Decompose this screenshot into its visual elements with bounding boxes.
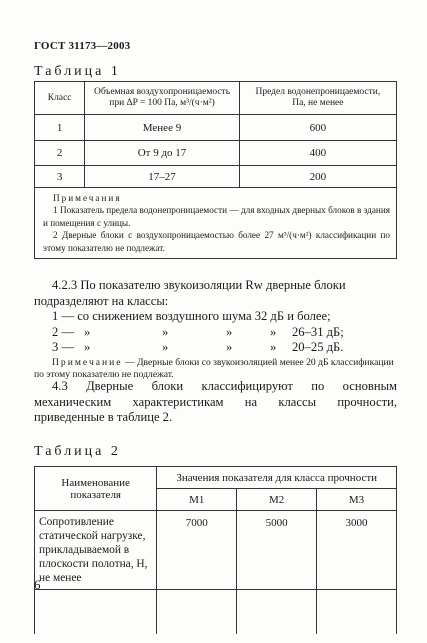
note-text: — Дверные блоки со звукоизоляцией менее 20 дБ классификации по этому показателю не подлежат.: [34, 356, 394, 380]
table1-cell: 400: [239, 141, 396, 166]
table2-caption: Таблица 2: [34, 444, 121, 459]
class-3-value: 20–25 дБ.: [292, 340, 344, 354]
table1-cell: Менее 9: [85, 115, 239, 141]
table2-header-name: Наименование показателя: [35, 467, 157, 511]
table1-note: 2 Дверные блоки с воздухопроницаемостью более 27 м³/(ч·м²) классификации по этому показателю не подлежат.: [43, 230, 390, 253]
table2-header-group: Значения показателя для класса прочности: [157, 467, 397, 489]
ditto-mark: »: [84, 340, 91, 354]
table2-header-class: М2: [237, 489, 317, 511]
table1-header-water: Предел водонепроницаемости, Па, не менее: [239, 82, 396, 115]
table2-empty-cell: [157, 590, 237, 634]
table2-header-class: М1: [157, 489, 237, 511]
class-1-text: 1 — со снижением воздушного шума 32 дБ и более;: [52, 309, 331, 323]
table2-header-class: М3: [317, 489, 397, 511]
table1-notes-title: Примечания: [53, 193, 122, 203]
table2-cell: 3000: [317, 511, 397, 590]
list-item: [34, 340, 397, 356]
ditto-mark: »: [270, 340, 277, 354]
ditto-mark: »: [84, 324, 91, 339]
table-row: [35, 115, 397, 141]
table1-header-class: Класс: [35, 82, 85, 115]
section-4-3-text: 4.3 Дверные блоки классифицируют по основным механическим характеристикам на классы прочности, приведенные в таблице 2.: [34, 379, 397, 424]
table2: [34, 466, 397, 634]
table-row: [35, 590, 397, 634]
class-2-value: 26–31 дБ;: [292, 324, 344, 339]
ditto-mark: »: [162, 340, 169, 354]
list-item: [34, 309, 397, 325]
table1-cell: 3: [35, 166, 85, 188]
table1: [34, 81, 397, 188]
table1-cell: 1: [35, 115, 85, 141]
note-label: Примечание: [52, 356, 123, 368]
table1-cell: 200: [239, 166, 396, 188]
ditto-mark: »: [162, 324, 169, 339]
class-2-number: 2 —: [52, 324, 75, 339]
page-number: 6: [34, 577, 41, 592]
table1-cell: 17–27: [85, 166, 239, 188]
table1-cell: От 9 до 17: [85, 141, 239, 166]
list-item: [34, 325, 397, 341]
section-4-2-3: [34, 278, 397, 382]
ditto-mark: »: [270, 324, 277, 339]
table1-caption: Таблица 1: [34, 64, 121, 79]
table1-cell: 2: [35, 141, 85, 166]
table2-empty-cell: [317, 590, 397, 634]
section-4-2-3-note: [34, 357, 397, 382]
table-row: [35, 141, 397, 166]
class-3-number: 3 —: [52, 340, 75, 354]
section-4-2-3-intro: 4.2.3 По показателю звукоизоляции Rw дверные блоки подразделяют на классы:: [34, 278, 346, 308]
table2-row-label: Сопротивление статической нагрузке, прикладываемой в плоскости полотна, Н, не менее: [35, 511, 157, 590]
table2-cell: 7000: [157, 511, 237, 590]
table1-cell: 600: [239, 115, 396, 141]
table-row: [35, 511, 397, 590]
document-header: ГОСТ 31173—2003: [34, 40, 131, 52]
table2-empty-cell: [237, 590, 317, 634]
ditto-mark: »: [226, 340, 233, 354]
table-row: [35, 166, 397, 188]
table1-note: 1 Показатель предела водонепроницаемости — для входных дверных блоков в здания и помещения с улицы.: [43, 205, 390, 228]
section-4-3: [34, 379, 397, 426]
table2-cell: 5000: [237, 511, 317, 590]
table2-empty-cell: [35, 590, 157, 634]
table1-notes: [34, 188, 397, 259]
ditto-mark: »: [226, 324, 233, 339]
table1-header-air: Объемная воздухопроницаемость при ΔP = 100 Па, м³/(ч·м²): [85, 82, 239, 115]
